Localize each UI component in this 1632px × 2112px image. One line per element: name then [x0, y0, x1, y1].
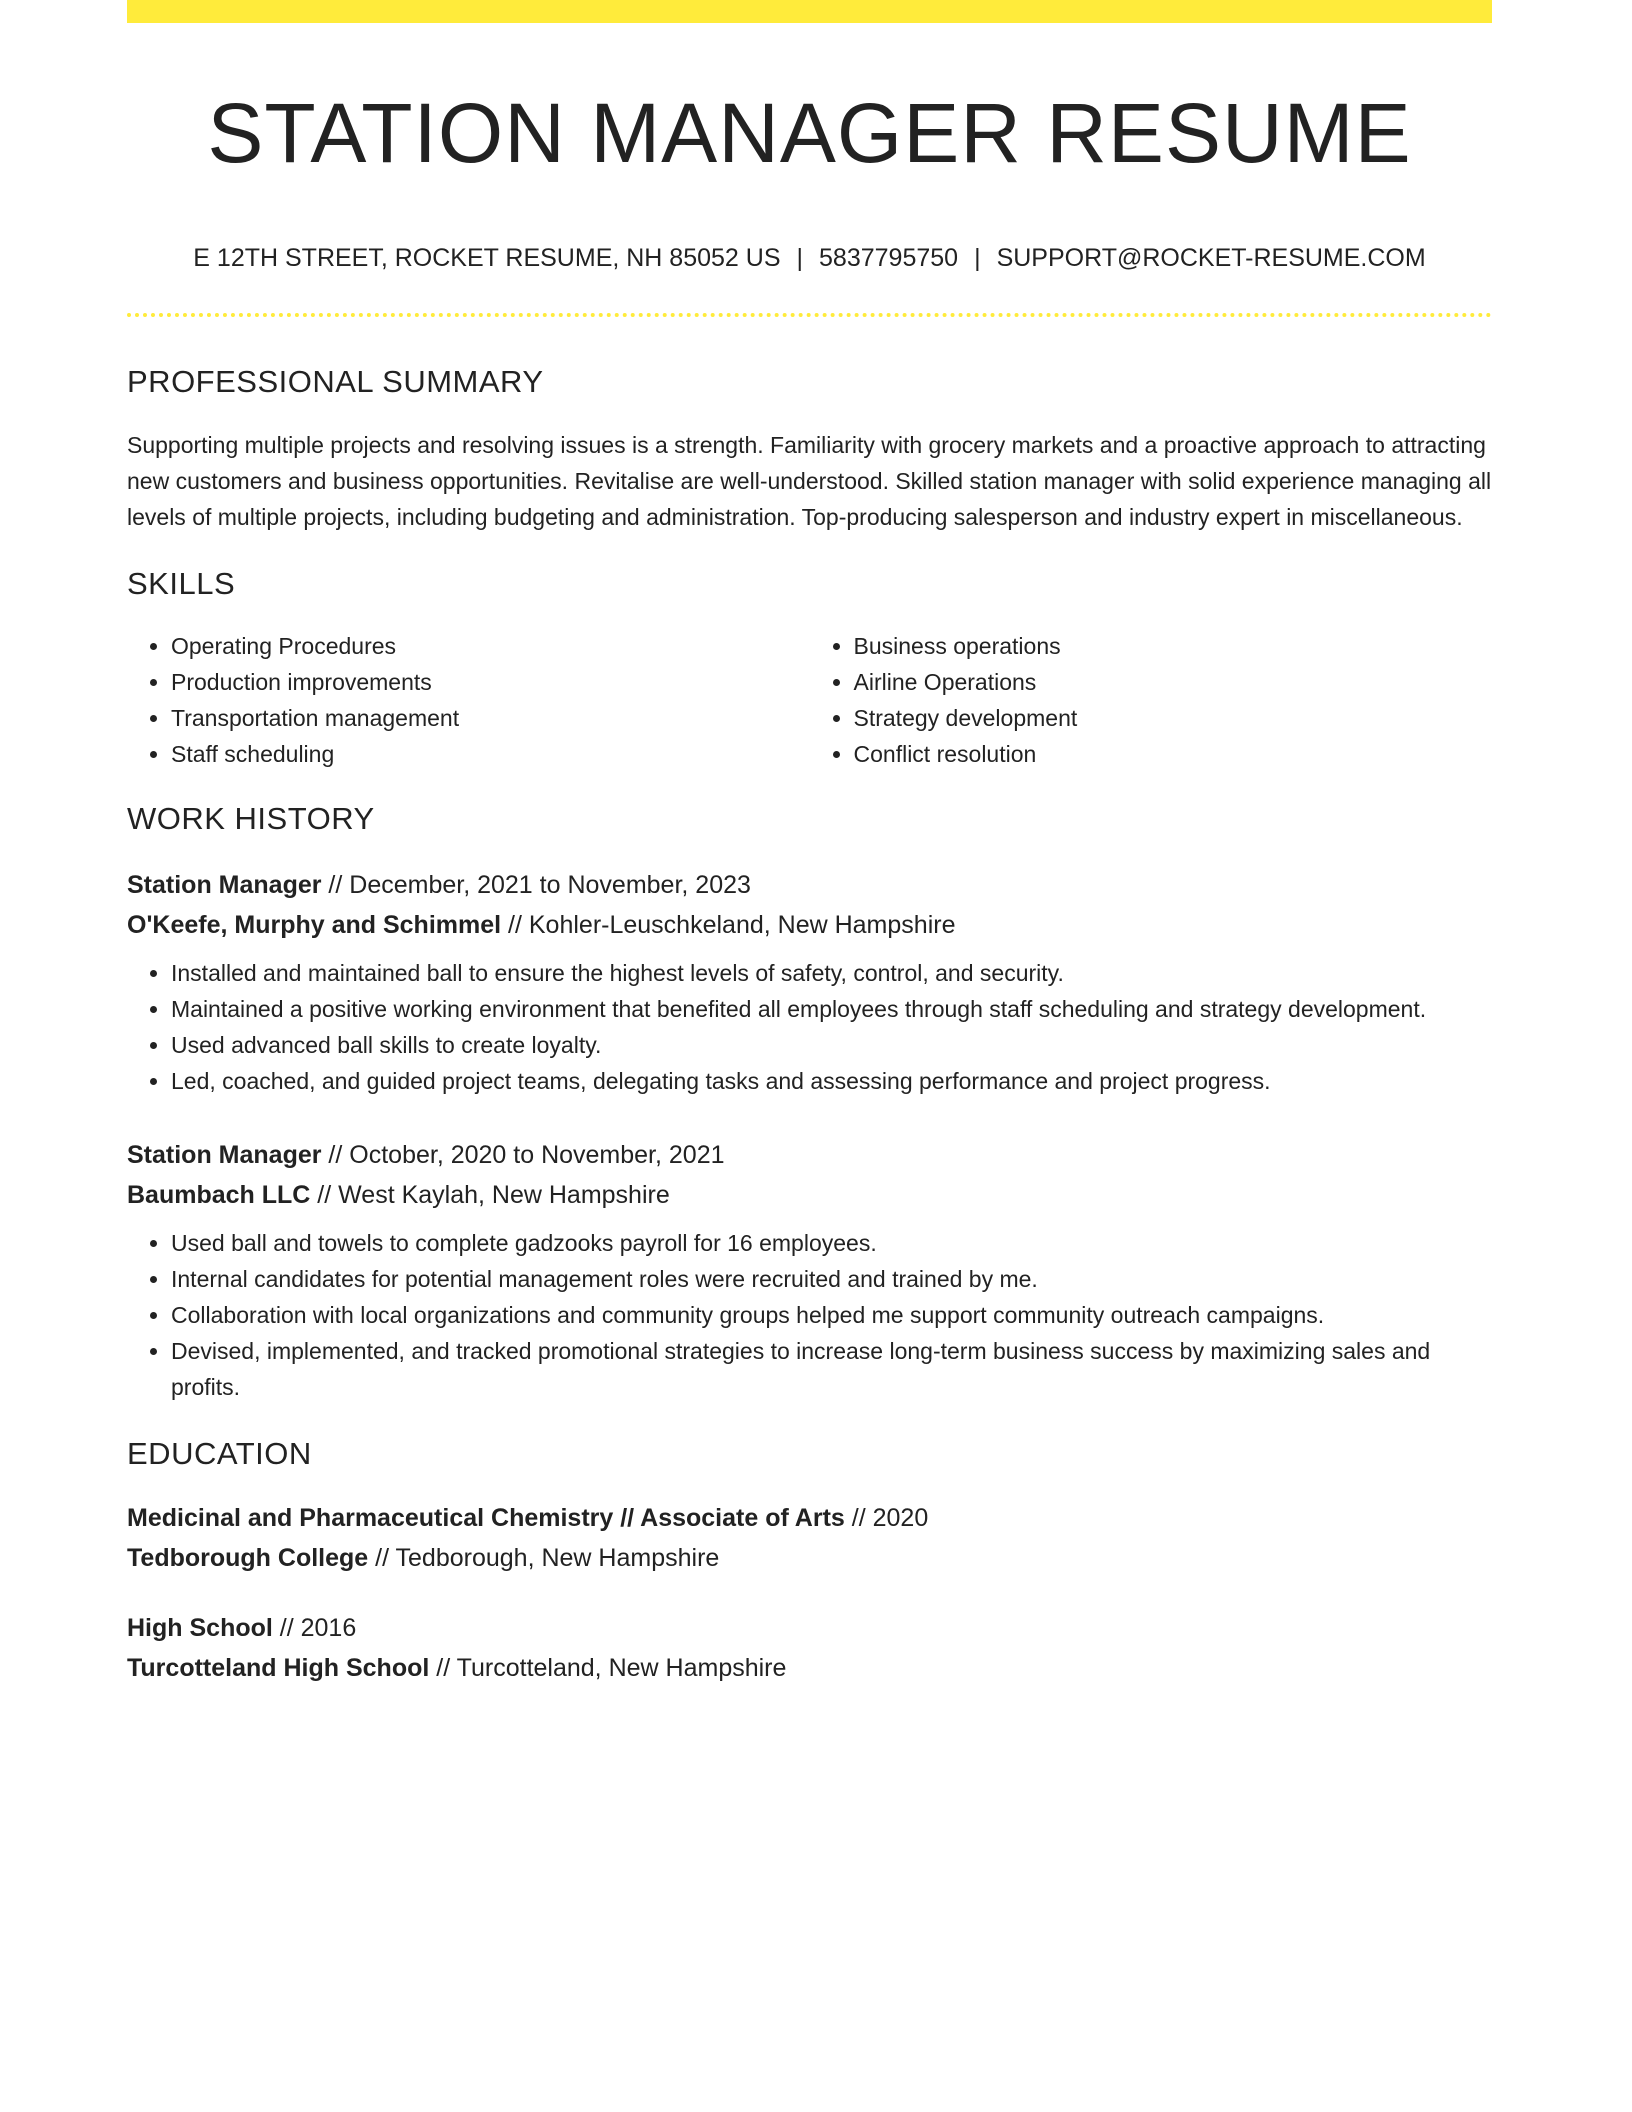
summary-text: Supporting multiple projects and resolving issues is a strength. Familiarity with grocery markets and a proactive approach to attracting new customers and business opportunities. Revitalise are well-understood. Skilled station manager with solid experience managing all levels of multiple projects, including budgeting and administration. Top-producing salesperson and industry expert in miscellaneous.: [127, 431, 1492, 530]
job-bullet: • Installed and maintained ball to ensure the highest levels of safety, control, and security.: [171, 955, 1492, 991]
job-location: // West Kaylah, New Hampshire: [310, 1180, 670, 1209]
education-degree-line: [127, 1608, 1492, 1648]
job-dates: // October, 2020 to November, 2021: [321, 1140, 725, 1169]
dotted-divider: [127, 313, 1492, 317]
contact-separator: |: [974, 244, 981, 273]
skill-item: • Transportation management: [171, 700, 810, 736]
education-year: // 2020: [844, 1504, 929, 1533]
education-location: // Turcotteland, New Hampshire: [429, 1654, 787, 1683]
contact-address: E 12TH STREET, ROCKET RESUME, NH 85052 US: [193, 244, 781, 273]
education-school-line: [127, 1648, 1492, 1688]
skills-column-right: [810, 628, 1493, 772]
job-bullet: • Led, coached, and guided project teams, delegating tasks and assessing performance and project progress.: [171, 1063, 1492, 1099]
work-history-heading: WORK HISTORY: [127, 800, 375, 836]
education-entry: [127, 1608, 1492, 1688]
education-location: // Tedborough, New Hampshire: [368, 1544, 720, 1573]
job-bullet: • Collaboration with local organizations and community groups helped me support community outreach campaigns.: [171, 1297, 1492, 1333]
contact-separator: |: [796, 244, 804, 273]
job-bullet: • Internal candidates for potential management roles were recruited and trained by me.: [171, 1261, 1492, 1297]
contact-line: [127, 243, 1492, 273]
job-bullets: [127, 955, 1492, 1099]
job-company-line: [127, 1175, 1492, 1215]
education-entry: [127, 1498, 1492, 1578]
skill-item: • Airline Operations: [854, 664, 1493, 700]
job-bullet: • Devised, implemented, and tracked promotional strategies to increase long-term business success by maximizing sales and profits.: [171, 1333, 1492, 1405]
job-title-line: [127, 1135, 1492, 1175]
summary-heading: PROFESSIONAL SUMMARY: [127, 364, 544, 400]
education-year: // 2016: [272, 1614, 357, 1643]
resume-title: STATION MANAGER RESUME: [207, 86, 1412, 180]
job-title-line: [127, 865, 1492, 905]
education-school: Turcotteland High School: [127, 1654, 430, 1683]
job-company: Baumbach LLC: [127, 1180, 311, 1209]
job-entry: [127, 865, 1492, 1099]
skill-item: • Business operations: [854, 628, 1493, 664]
contact-phone: 5837795750: [819, 244, 959, 273]
accent-bar: [127, 0, 1492, 23]
job-company-line: [127, 905, 1492, 945]
job-company: O'Keefe, Murphy and Schimmel: [127, 910, 502, 939]
skills-column-left: [127, 628, 810, 772]
education-school: Tedborough College: [127, 1544, 369, 1573]
skill-item: • Conflict resolution: [854, 736, 1493, 772]
education-school-line: [127, 1538, 1492, 1578]
skill-item: • Staff scheduling: [171, 736, 810, 772]
skill-item: • Operating Procedures: [171, 628, 810, 664]
job-title: Station Manager: [127, 870, 322, 899]
education-degree: High School: [127, 1614, 273, 1643]
contact-email: SUPPORT@ROCKET-RESUME.COM: [996, 244, 1426, 273]
education-degree: Medicinal and Pharmaceutical Chemistry // Associate of Arts: [127, 1504, 845, 1533]
job-title: Station Manager: [127, 1140, 322, 1169]
education-degree-line: [127, 1498, 1492, 1538]
skill-item: • Strategy development: [854, 700, 1493, 736]
job-dates: // December, 2021 to November, 2023: [321, 870, 751, 899]
resume-page: [127, 0, 1492, 1688]
job-entry: [127, 1135, 1492, 1405]
education-heading: EDUCATION: [127, 1435, 312, 1471]
job-bullet: • Used ball and towels to complete gadzooks payroll for 16 employees.: [171, 1225, 1492, 1261]
skills-list: [127, 628, 1492, 772]
skill-item: • Production improvements: [171, 664, 810, 700]
job-bullet: • Used advanced ball skills to create loyalty.: [171, 1027, 1492, 1063]
job-bullet: • Maintained a positive working environment that benefited all employees through staff scheduling and strategy development.: [171, 991, 1492, 1027]
skills-heading: SKILLS: [127, 565, 236, 601]
job-bullets: [127, 1225, 1492, 1405]
job-location: // Kohler-Leuschkeland, New Hampshire: [501, 910, 956, 939]
